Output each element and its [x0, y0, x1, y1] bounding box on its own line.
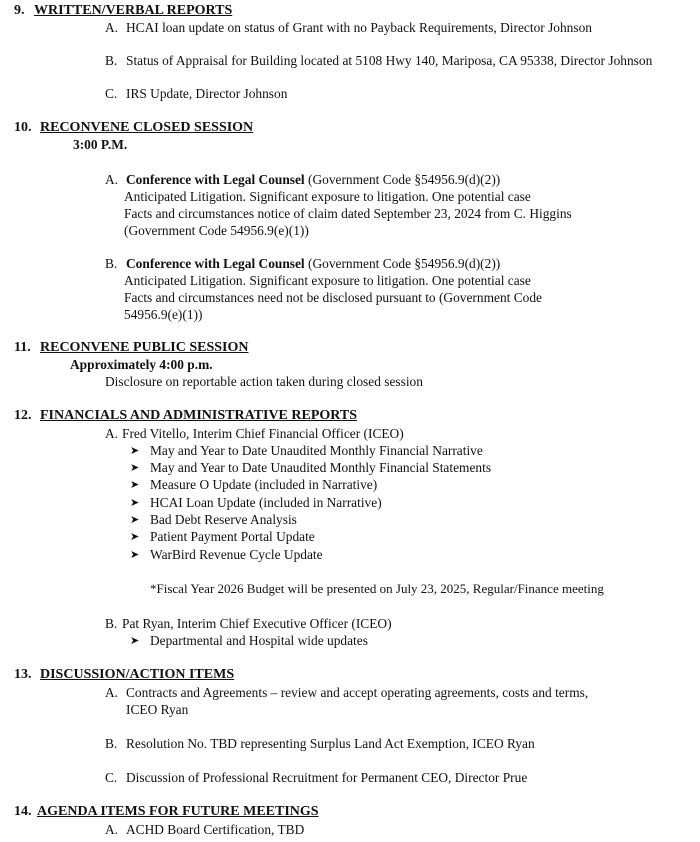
- item-13b-letter: B.: [105, 736, 118, 751]
- item-12a-bullet-4: HCAI Loan Update (included in Narrative): [150, 495, 382, 510]
- item-10a-line4: (Government Code 54956.9(e)(1)): [124, 223, 309, 238]
- item-9a-letter: A.: [105, 20, 119, 35]
- arrowhead-bullet-icon: ➤: [130, 445, 140, 457]
- item-13a-line2: ICEO Ryan: [126, 702, 189, 717]
- arrowhead-bullet-icon: ➤: [130, 497, 140, 509]
- section-10-title: RECONVENE CLOSED SESSION: [40, 120, 254, 135]
- item-12a-bullet-3: Measure O Update (included in Narrative): [150, 477, 378, 492]
- item-9a-text: HCAI loan update on status of Grant with no Payback Requirements, Director Johnson: [126, 20, 592, 35]
- item-10b-heading: Conference with Legal Counsel: [126, 256, 305, 271]
- section-11-time: Approximately 4:00 p.m.: [70, 357, 213, 372]
- item-10b-line4: 54956.9(e)(1)): [124, 307, 203, 322]
- item-14a-letter: A.: [105, 822, 119, 837]
- item-13c-text: Discussion of Professional Recruitment for Permanent CEO, Director Prue: [126, 770, 528, 785]
- item-9c-text: IRS Update, Director Johnson: [126, 86, 288, 101]
- section-10-time: 3:00 P.M.: [73, 137, 128, 152]
- item-12a-letter: A.: [105, 426, 119, 441]
- section-13-title: DISCUSSION/ACTION ITEMS: [40, 667, 235, 682]
- item-12a-bullet-6: Patient Payment Portal Update: [150, 529, 315, 544]
- item-10a-line1: [126, 172, 500, 188]
- arrowhead-bullet-icon: ➤: [130, 514, 140, 526]
- item-12a-text: Fred Vitello, Interim Chief Financial Officer (ICEO): [122, 426, 404, 441]
- item-10a-line3: Facts and circumstances notice of claim dated September 23, 2024 from C. Higgins: [124, 206, 572, 221]
- item-12a-bullet-5: Bad Debt Reserve Analysis: [150, 512, 297, 527]
- item-13c-letter: C.: [105, 770, 118, 785]
- item-13a-line1: Contracts and Agreements – review and accept operating agreements, costs and terms,: [126, 685, 589, 700]
- section-9-number: 9.: [14, 3, 25, 18]
- item-12a-bullet-1: May and Year to Date Unaudited Monthly Financial Narrative: [150, 443, 483, 458]
- section-11-line: Disclosure on reportable action taken during closed session: [105, 374, 423, 389]
- arrowhead-bullet-icon: ➤: [130, 549, 140, 561]
- section-9-title: WRITTEN/VERBAL REPORTS: [34, 3, 233, 18]
- section-14-title: AGENDA ITEMS FOR FUTURE MEETINGS: [37, 804, 319, 819]
- item-10b-line2: Anticipated Litigation. Significant exposure to litigation. One potential case: [124, 273, 531, 288]
- section-10-number: 10.: [14, 120, 32, 135]
- section-12-number: 12.: [14, 408, 32, 423]
- item-10a-heading: Conference with Legal Counsel: [126, 172, 305, 187]
- item-13a-letter: A.: [105, 685, 119, 700]
- item-9b-text: Status of Appraisal for Building located at 5108 Hwy 140, Mariposa, CA 95338, Director Johnson: [126, 53, 653, 68]
- arrowhead-bullet-icon: ➤: [130, 479, 140, 491]
- arrowhead-bullet-icon: ➤: [130, 462, 140, 474]
- item-12b-text: Pat Ryan, Interim Chief Executive Officer (ICEO): [122, 616, 392, 631]
- item-12a-bullet-2: May and Year to Date Unaudited Monthly Financial Statements: [150, 460, 492, 475]
- item-10a-line2: Anticipated Litigation. Significant exposure to litigation. One potential case: [124, 189, 531, 204]
- item-9c-letter: C.: [105, 86, 118, 101]
- arrowhead-bullet-icon: ➤: [130, 635, 140, 647]
- section-11-number: 11.: [14, 340, 31, 355]
- arrowhead-bullet-icon: ➤: [130, 531, 140, 543]
- item-14a-text: ACHD Board Certification, TBD: [126, 822, 305, 837]
- item-10b-line3: Facts and circumstances need not be disclosed pursuant to (Government Code: [124, 290, 542, 305]
- item-10a-letter: A.: [105, 172, 119, 187]
- item-12a-bullet-7: WarBird Revenue Cycle Update: [150, 547, 323, 562]
- item-10b-letter: B.: [105, 256, 118, 271]
- item-13b-text: Resolution No. TBD representing Surplus Land Act Exemption, ICEO Ryan: [126, 736, 535, 751]
- item-12b-bullet-1: Departmental and Hospital wide updates: [150, 633, 368, 648]
- item-10b-code: (Government Code §54956.9(d)(2)): [304, 256, 501, 271]
- section-13-number: 13.: [14, 667, 32, 682]
- item-9b-letter: B.: [105, 53, 118, 68]
- item-10a-code: (Government Code §54956.9(d)(2)): [304, 172, 501, 187]
- section-11-title: RECONVENE PUBLIC SESSION: [40, 340, 249, 355]
- item-12b-letter: B.: [105, 616, 118, 631]
- item-10b-line1: [126, 256, 500, 272]
- section-12-title: FINANCIALS AND ADMINISTRATIVE REPORTS: [40, 408, 358, 423]
- section-14-number: 14.: [14, 804, 32, 819]
- item-12a-budget-note: *Fiscal Year 2026 Budget will be presented on July 23, 2025, Regular/Finance meeting: [150, 581, 604, 596]
